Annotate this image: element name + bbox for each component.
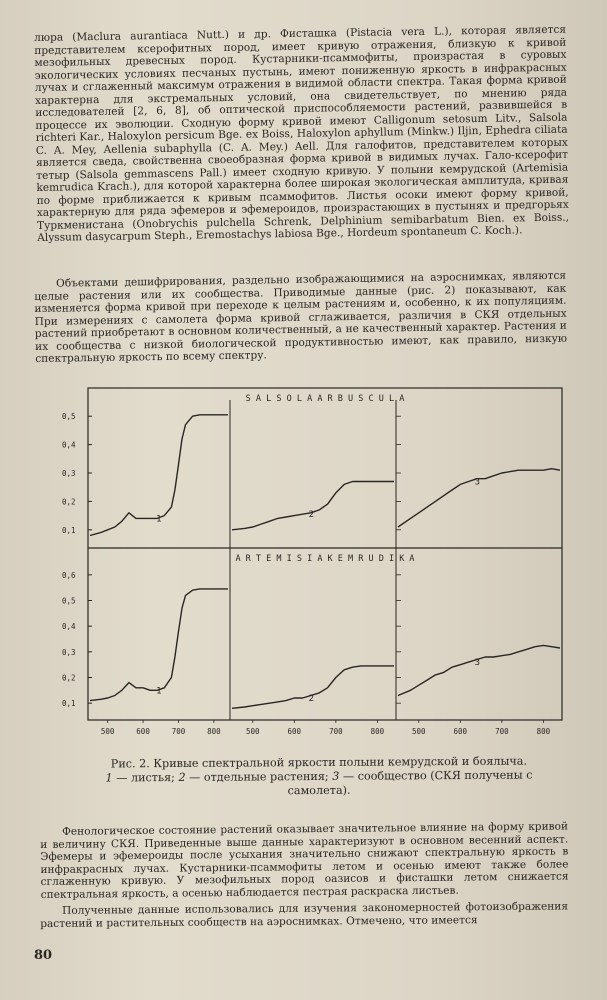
figure-2	[52, 380, 572, 755]
paragraph-1: люра (Maclura aurantiaca Nutt.) и др. Фисташка (Pistacia vera L.), которая является представителем ксерофитных пород, имеет кривую отражения, близкую к кривой мезофильных древесных пород. Кустарники-псаммофиты, произрастая в суровых экологических условиях песчаных пустынь, имеют пониженную яркость в инфракрасных лучах и сглаженный максимум отражения в видимой области спектра. Такая форма кривой характерна для экстремальных условий, она свидетельствует, по мнению ряда исследователей [2, 6, 8], об оптической приспособляемости растений, развившейся в процессе их эволюции. Сходную форму кривой имеют Calligonum setosum Litv., Salsola richteri Kar., Haloxylon persicum Bge. ex Boiss, Haloxylon aphyllum (Minkw.) Iljin, Ephedra ciliata C. A. Mey, Aellenia subaphylla (C. A. Mey.) Aell. Для галофитов, представителем которых является сведа, свойственна своеобразная форма кривой в видимых лучах. Гало-ксерофит тетыр (Salsola gemmascens Pall.) имеет сходную кривую. У полыни кемрудской (Artemisia kemrudica Krach.), для которой характерна более широкая экологическая амплитуда, кривая по форме приближается к кривым псаммофитов. Листья осоки имеют форму кривой, характерную для ряда эфемеров и эфемероидов, произрастающих в пустынях и предгорьях Туркменистана (Onobrychis pulchella Schrenk, Delphinium semibarbatum Bien. ex Boiss., Alyssum dasycarpum Steph., Eremostachys labiosa Bge., Hordeum spontaneum C. Koch.).	[34, 23, 570, 244]
y-tick-label: 0,5	[62, 412, 76, 422]
series-label-1: 1	[156, 686, 162, 697]
series-line-1	[90, 589, 228, 701]
paragraph-4-text: Полученные данные использовались для изучения закономерностей фотоизображения растений и растительных сообществ на аэроснимках. Отмечено, что имеется	[40, 900, 569, 930]
page-number: 80	[34, 948, 53, 963]
series-line-3	[398, 645, 560, 695]
y-tick-label: 0,5	[62, 596, 76, 606]
y-tick-label: 0,2	[62, 673, 76, 683]
caption-item-3-num: 3	[332, 769, 340, 783]
y-tick-label: 0,4	[62, 622, 76, 632]
caption-item-2-text: — отдельные растения;	[185, 769, 333, 784]
series-label-3: 3	[474, 658, 481, 669]
paragraph-4	[40, 900, 568, 930]
y-tick-label: 0,6	[62, 570, 76, 580]
caption-item-1-text: — листья;	[112, 770, 179, 785]
y-tick-label: 0,3	[62, 647, 76, 657]
caption-item-3-text: — сообщество (СКЯ получены с самолета).	[287, 768, 533, 798]
x-tick-label: 700	[495, 727, 509, 736]
series-label-2: 2	[308, 510, 315, 521]
x-tick-label: 700	[329, 727, 343, 736]
y-tick-label: 0,1	[62, 699, 76, 709]
x-tick-label: 500	[100, 727, 115, 736]
paragraph-3-text: Фенологическое состояние растений оказывает значительное влияние на форму кривой и величину СКЯ. Приведенные выше данные характеризуют в основном весенний аспект. Эфемеры и эфемероиды после усыхания значительно снижают спектральную яркость в инфракрасных лучах. Кустарники-псаммофиты летом и осенью имеют также более сглаженную кривую. У мезофильных пород оазисов и фисташки летом снижается спектральная яркость, а осенью наблюдается пестрая раскраска листьев.	[40, 820, 569, 901]
x-tick-label: 500	[245, 727, 260, 736]
series-label-1: 1	[156, 514, 162, 525]
caption-item-2-num: 2	[178, 770, 186, 784]
spectral-curves-figure	[52, 380, 572, 755]
paragraph-2	[34, 270, 567, 366]
series-label-3: 3	[474, 477, 481, 488]
y-tick-label: 0,4	[62, 440, 76, 450]
x-tick-label: 800	[207, 727, 221, 736]
caption-item-1-num: 1	[105, 771, 113, 785]
x-tick-label: 500	[411, 727, 426, 736]
paragraph-3	[40, 820, 569, 901]
series-label-2: 2	[308, 694, 315, 705]
x-tick-label: 700	[171, 727, 186, 736]
series-line-2	[232, 482, 394, 530]
x-tick-label: 800	[536, 727, 551, 736]
x-tick-label: 600	[136, 727, 150, 736]
y-tick-label: 0,3	[62, 469, 76, 478]
paragraph-2-text: Объектами дешифрирования, раздельно изображающимися на аэроснимках, являются целые растения или их сообщества. Приводимые данные (рис. 2) показывают, как изменяется форма кривой при переходе к целым растениям и, особенно, к их популяциям. При измерениях с самолета форма кривой сглаживается, различия в СКЯ отдельных растений приобретают в основном количественный, а не качественный характер. Растения и их сообщества с низкой биологической продуктивностью имеют, как правило, низкую спектральную яркость по всему спектру.	[34, 269, 568, 365]
x-tick-label: 800	[370, 727, 385, 736]
block-title: A R T E M I S I A K E M R U D I K A	[235, 554, 415, 564]
y-tick-label: 0,2	[62, 497, 76, 507]
block-title: S A L S O L A A R B U S C U L A	[245, 394, 405, 404]
x-tick-label: 600	[287, 727, 302, 736]
x-tick-label: 600	[453, 727, 468, 736]
caption-line-1: Рис. 2. Кривые спектральной яркости полыни кемрудской и боялыча.	[110, 754, 528, 771]
figure-caption	[74, 754, 564, 799]
y-tick-label: 0,1	[62, 525, 76, 535]
